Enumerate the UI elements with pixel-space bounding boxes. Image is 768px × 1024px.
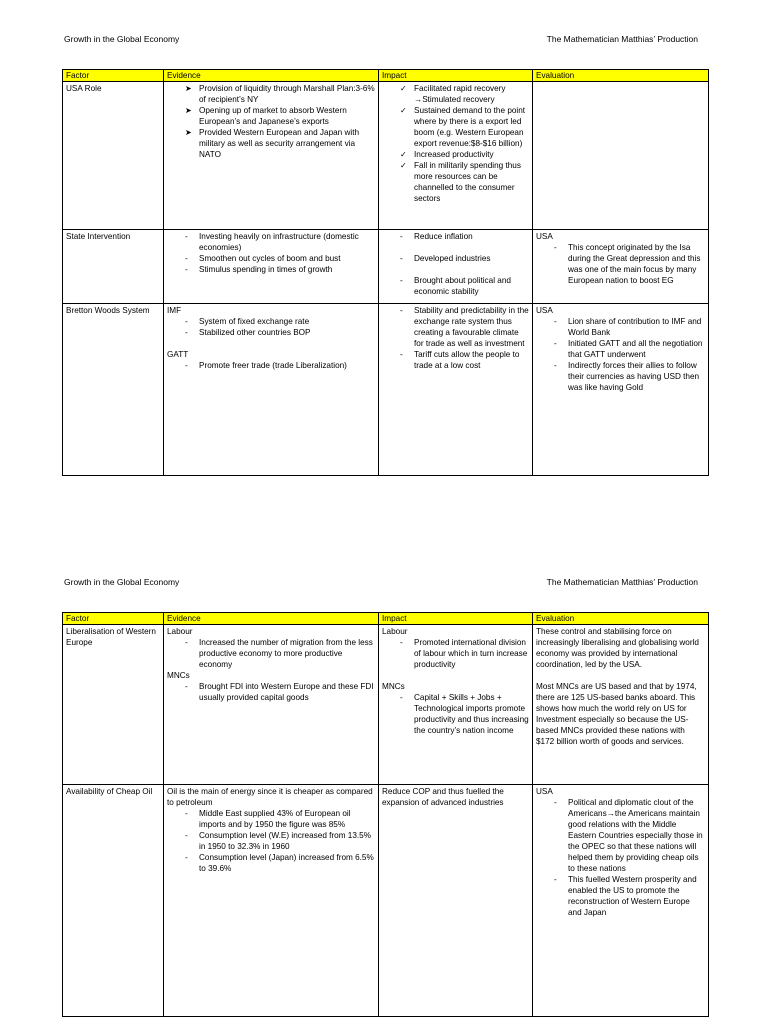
list-item: - Reduce inflation <box>400 232 473 241</box>
factor-cell: State Intervention <box>63 230 164 304</box>
col-header-factor: Factor <box>63 613 164 625</box>
col-header-evaluation: Evaluation <box>533 613 709 625</box>
list-item: - Stability and predictability in the exchange rate system thus creating a favourable climate for trade as well as investment <box>400 306 529 348</box>
arrow-bullet-icon: ➤ <box>185 84 192 93</box>
list-item: - This fuelled Western prosperity and enabled the US to promote the reconstruction of Western Europe and Japan <box>554 875 697 917</box>
list-item: - Lion share of contribution to IMF and World Bank <box>554 317 702 337</box>
list-item: - Smoothen out cycles of boom and bust <box>185 254 341 263</box>
factor-cell: Bretton Woods System <box>63 304 164 476</box>
list-item: - This concept originated by the Isa during the Great depression and this was one of the main focus by many European nation to boost EG <box>554 243 701 285</box>
evaluation-cell <box>533 82 709 230</box>
factor-cell: USA Role <box>63 82 164 230</box>
list-item: - Capital + Skills + Jobs + Technological imports promote productivity and thus increasing the country’s nation income <box>400 693 529 735</box>
evaluation-heading: USA <box>536 232 553 241</box>
header-title: Growth in the Global Economy <box>64 34 180 44</box>
table-row-usa-role <box>63 82 709 230</box>
evidence-cell <box>164 304 379 476</box>
impact-cell <box>379 625 533 785</box>
header-title: Growth in the Global Economy <box>64 577 180 587</box>
check-bullet-icon: ✓ <box>400 84 407 93</box>
impact-cell <box>379 230 533 304</box>
col-header-factor: Factor <box>63 70 164 82</box>
col-header-evidence: Evidence <box>164 613 379 625</box>
list-item: - Promote freer trade (trade Liberalization) <box>185 361 347 370</box>
subheading-gatt: GATT <box>167 350 189 359</box>
check-bullet-icon: ✓ <box>400 161 407 170</box>
header-author: The Mathematician Matthias’ Production <box>546 34 698 44</box>
subheading-imf: IMF <box>167 306 182 315</box>
evaluation-cell <box>533 785 709 1017</box>
evaluation-heading: USA <box>536 306 553 315</box>
table-header-row <box>63 613 709 625</box>
evidence-cell <box>164 785 379 1017</box>
col-header-impact: Impact <box>379 70 533 82</box>
list-item: - Consumption level (Japan) increased from 6.5% to 39.6% <box>185 853 374 873</box>
subheading-mncs: MNCs <box>382 682 405 691</box>
list-item: ✓ Fall in militarily spending thus more resources can be channelled to the consumer sectors <box>400 161 521 203</box>
list-item: - Investing heavily on infrastructure (domestic economies) <box>185 232 359 252</box>
list-item: - Stabilized other countries BOP <box>185 328 311 337</box>
table-row-cheap-oil <box>63 785 709 1017</box>
evaluation-paragraph: These control and stabilising force on increasingly liberalising and globalising world economy was provided by international coordination, led by the USA. <box>536 627 699 669</box>
list-item: ➤ Provided Western European and Japan with military as well as security arrangement via NATO <box>185 128 360 159</box>
col-header-evidence: Evidence <box>164 70 379 82</box>
subheading-labour: Labour <box>382 627 408 636</box>
list-item: - Initiated GATT and all the negotiation that GATT underwent <box>554 339 703 359</box>
evidence-intro: Oil is the main of energy since it is cheaper as compared to petroleum <box>167 787 373 807</box>
arrow-bullet-icon: ➤ <box>185 128 192 137</box>
evidence-cell <box>164 230 379 304</box>
col-header-evaluation: Evaluation <box>533 70 709 82</box>
list-item: - Brought FDI into Western Europe and these FDI usually provided capital goods <box>185 682 374 702</box>
list-item: ➤ Opening up of market to absorb Western European’s and Japanese’s exports <box>185 106 347 126</box>
list-item: - System of fixed exchange rate <box>185 317 310 326</box>
list-item: ✓ Facilitated rapid recovery →Stimulated recovery <box>400 84 506 104</box>
factor-cell: Availability of Cheap Oil <box>63 785 164 1017</box>
arrow-bullet-icon: ➤ <box>185 106 192 115</box>
impact-cell <box>379 304 533 476</box>
impact-text: Reduce COP and thus fuelled the expansion of advanced industries <box>382 787 504 807</box>
list-item: - Developed industries <box>400 254 491 263</box>
evaluation-heading: USA <box>536 787 553 796</box>
evaluation-cell <box>533 625 709 785</box>
list-item: - Consumption level (W.E) increased from 13.5% in 1950 to 32.3% in 1960 <box>185 831 372 851</box>
check-bullet-icon: ✓ <box>400 106 407 115</box>
evaluation-cell <box>533 230 709 304</box>
table-row-liberalisation <box>63 625 709 785</box>
evaluation-paragraph: Most MNCs are US based and that by 1974, there are 125 US-based banks aboard. This shows how much the world rely on US for Investment especially so because the US-based MNCs provided these nations with $172 billion worth of goods and services. <box>536 682 697 746</box>
list-item: ✓ Sustained demand to the point where by there is a export led boom (e.g. Western European export revenue:$8-$16 billion) <box>400 106 526 148</box>
factor-table-2 <box>62 612 709 1017</box>
list-item: - Indirectly forces their allies to follow their currencies as having USD then was like having Gold <box>554 361 700 392</box>
table-row-state-intervention <box>63 230 709 304</box>
check-bullet-icon: ✓ <box>400 150 407 159</box>
list-item: - Promoted international division of labour which in turn increase productivity <box>400 638 528 669</box>
list-item: - Brought about political and economic stability <box>400 276 511 296</box>
evidence-cell <box>164 82 379 230</box>
header-author: The Mathematician Matthias’ Production <box>546 577 698 587</box>
list-item: ✓ Increased productivity <box>400 150 494 159</box>
evaluation-cell <box>533 304 709 476</box>
list-item: - Increased the number of migration from the less productive economy to more productive economy <box>185 638 373 669</box>
list-item: - Middle East supplied 43% of European oil imports and by 1950 the figure was 85% <box>185 809 351 829</box>
subheading-mncs: MNCs <box>167 671 190 680</box>
subheading-labour: Labour <box>167 627 193 636</box>
list-item: - Tariff cuts allow the people to trade at a low cost <box>400 350 520 370</box>
page-header <box>64 577 698 591</box>
impact-cell <box>379 785 533 1017</box>
factor-table-1 <box>62 69 709 476</box>
evidence-cell <box>164 625 379 785</box>
table-row-bretton-woods <box>63 304 709 476</box>
list-item: - Political and diplomatic clout of the Americans→the Americans maintain good relations with the Middle Eastern Countries especially those in the OPEC so that these nations will helped them by providing cheap oils to these nations <box>554 798 703 873</box>
page-header <box>64 34 698 48</box>
factor-cell: Liberalisation of Western Europe <box>63 625 164 785</box>
col-header-impact: Impact <box>379 613 533 625</box>
impact-cell <box>379 82 533 230</box>
list-item: - Stimulus spending in times of growth <box>185 265 333 274</box>
list-item: ➤ Provision of liquidity through Marshall Plan:3-6% of recipient’s NY <box>185 84 375 104</box>
table-header-row <box>63 70 709 82</box>
